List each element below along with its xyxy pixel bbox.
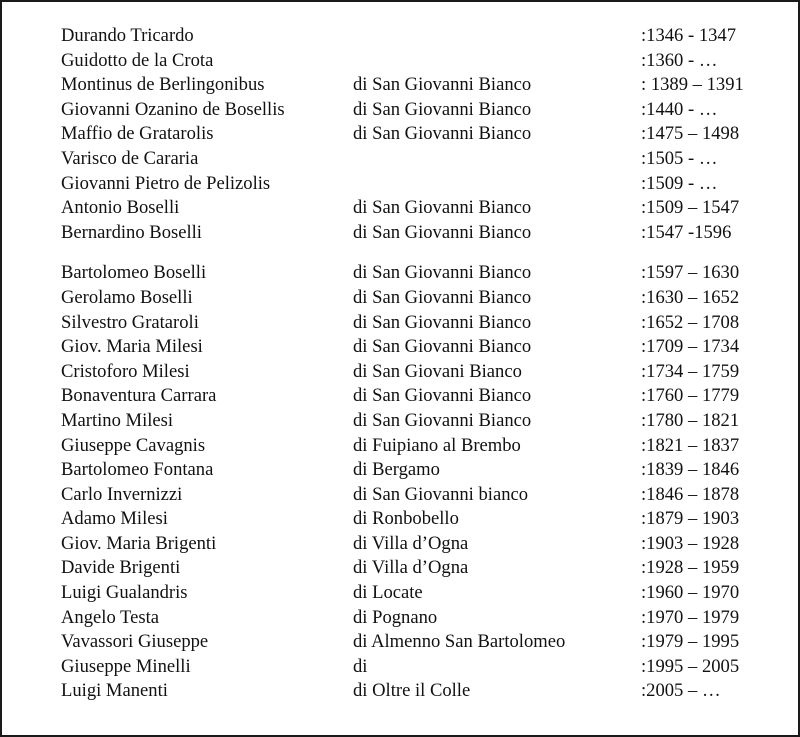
person-name: Davide Brigenti [61,557,181,579]
list-item [61,581,781,606]
tenure-period: :1928 – 1959 [641,557,740,579]
person-name: Durando Tricardo [61,25,194,46]
person-name: Silvestro Grataroli [61,311,199,333]
tenure-period: :1547 -1596 [641,221,732,243]
tenure-period: :1780 – 1821 [641,409,740,431]
tenure-period: :1509 – 1547 [641,197,740,219]
tenure-period: :1970 – 1979 [641,606,740,628]
person-name: Bartolomeo Boselli [61,262,207,284]
tenure-period: :1505 - … [641,147,718,169]
person-origin: di San Giovani Bianco [353,360,522,382]
list-item [61,532,781,557]
tenure-period: :1597 – 1630 [641,262,740,284]
person-name: Angelo Testa [61,606,160,628]
list-item [61,556,781,581]
person-name: Giuseppe Cavagnis [61,434,206,456]
person-name: Luigi Manenti [61,680,168,702]
person-name: Gerolamo Boselli [61,286,193,308]
person-name: Bernardino Boselli [61,221,202,243]
tenure-period: :1979 – 1995 [641,631,740,653]
tenure-period: :1821 – 1837 [641,434,740,456]
tenure-period: :1346 - 1347 [641,25,737,46]
person-origin: di Pognano [353,606,438,628]
tenure-period: :1960 – 1970 [641,582,740,604]
person-name: Giuseppe Minelli [61,655,191,677]
person-name: Cristoforo Milesi [61,360,190,382]
person-origin: di Ronbobello [353,508,459,530]
person-origin: di Locate [353,582,423,604]
person-name: Antonio Boselli [61,197,180,219]
person-name: Martino Milesi [61,409,174,431]
person-origin: di San Giovanni Bianco [353,336,532,358]
person-name: Giovanni Ozanino de Bosellis [61,98,285,120]
person-origin: di Fuipiano al Brembo [353,434,521,456]
person-name: Luigi Gualandris [61,582,188,604]
list-item [61,73,781,98]
list-item [61,335,781,360]
person-name: Bonaventura Carrara [61,385,217,407]
tenure-period: :1440 - … [641,98,718,120]
list-item [61,384,781,409]
list-item [61,655,781,680]
tenure-period: :1475 – 1498 [641,123,740,145]
list-item [61,483,781,508]
list-item [61,147,781,172]
person-origin: di Villa d’Ogna [353,557,469,579]
list-item [61,98,781,123]
list-item [61,630,781,655]
person-name: Maffio de Gratarolis [61,123,214,145]
tenure-period: :1630 – 1652 [641,286,740,308]
person-name: Guidotto de la Crota [61,49,214,71]
person-name: Giov. Maria Brigenti [61,532,217,554]
list-item [61,24,781,49]
person-origin: di [353,655,368,677]
person-name: Montinus de Berlingonibus [61,74,265,96]
tenure-period: :1360 - … [641,49,718,71]
person-origin: di San Giovanni Bianco [353,286,532,308]
person-origin: di San Giovanni bianco [353,483,529,505]
person-name: Adamo Milesi [61,508,168,530]
list-item [61,286,781,311]
person-origin: di San Giovanni Bianco [353,74,532,96]
list-item [61,606,781,631]
tenure-period: :1995 – 2005 [641,655,740,677]
tenure-period: :1879 – 1903 [641,508,740,530]
person-name: Giovanni Pietro de Pelizolis [61,172,271,194]
person-origin: di San Giovanni Bianco [353,197,532,219]
list-item [61,196,781,221]
person-name: Bartolomeo Fontana [61,459,214,481]
tenure-period: :1760 – 1779 [641,385,740,407]
list-item [61,434,781,459]
list-item [61,458,781,483]
list-item [61,507,781,532]
tenure-period: :1734 – 1759 [641,360,740,382]
tenure-period: :1839 – 1846 [641,459,740,481]
person-origin: di Villa d’Ogna [353,532,469,554]
person-origin: di San Giovanni Bianco [353,98,532,120]
person-origin: di San Giovanni Bianco [353,123,532,145]
person-name: Varisco de Cararia [61,147,199,169]
list-item [61,122,781,147]
list-item [61,49,781,74]
tenure-period: :2005 – … [641,680,721,702]
list-item [61,409,781,434]
person-origin: di Bergamo [353,459,440,481]
list-item [61,261,781,286]
tenure-period: :1652 – 1708 [641,311,740,333]
person-name: Giov. Maria Milesi [61,336,203,358]
person-origin: di San Giovanni Bianco [353,311,532,333]
list-item [61,221,781,246]
person-name: Carlo Invernizzi [61,483,183,505]
person-origin: di San Giovanni Bianco [353,409,532,431]
person-origin: di San Giovanni Bianco [353,221,532,243]
name-list [61,24,781,704]
person-origin: di Almenno San Bartolomeo [353,631,566,653]
list-item [61,311,781,336]
tenure-period: :1846 – 1878 [641,483,740,505]
person-name: Vavassori Giuseppe [61,631,209,653]
list-item [61,360,781,385]
tenure-period: :1903 – 1928 [641,532,740,554]
list-item [61,679,781,704]
person-origin: di San Giovanni Bianco [353,385,532,407]
person-origin: di San Giovanni Bianco [353,262,532,284]
tenure-period: : 1389 – 1391 [641,74,744,96]
tenure-period: :1509 - … [641,172,718,194]
list-item [61,172,781,197]
tenure-period: :1709 – 1734 [641,336,740,358]
person-origin: di Oltre il Colle [353,680,471,702]
